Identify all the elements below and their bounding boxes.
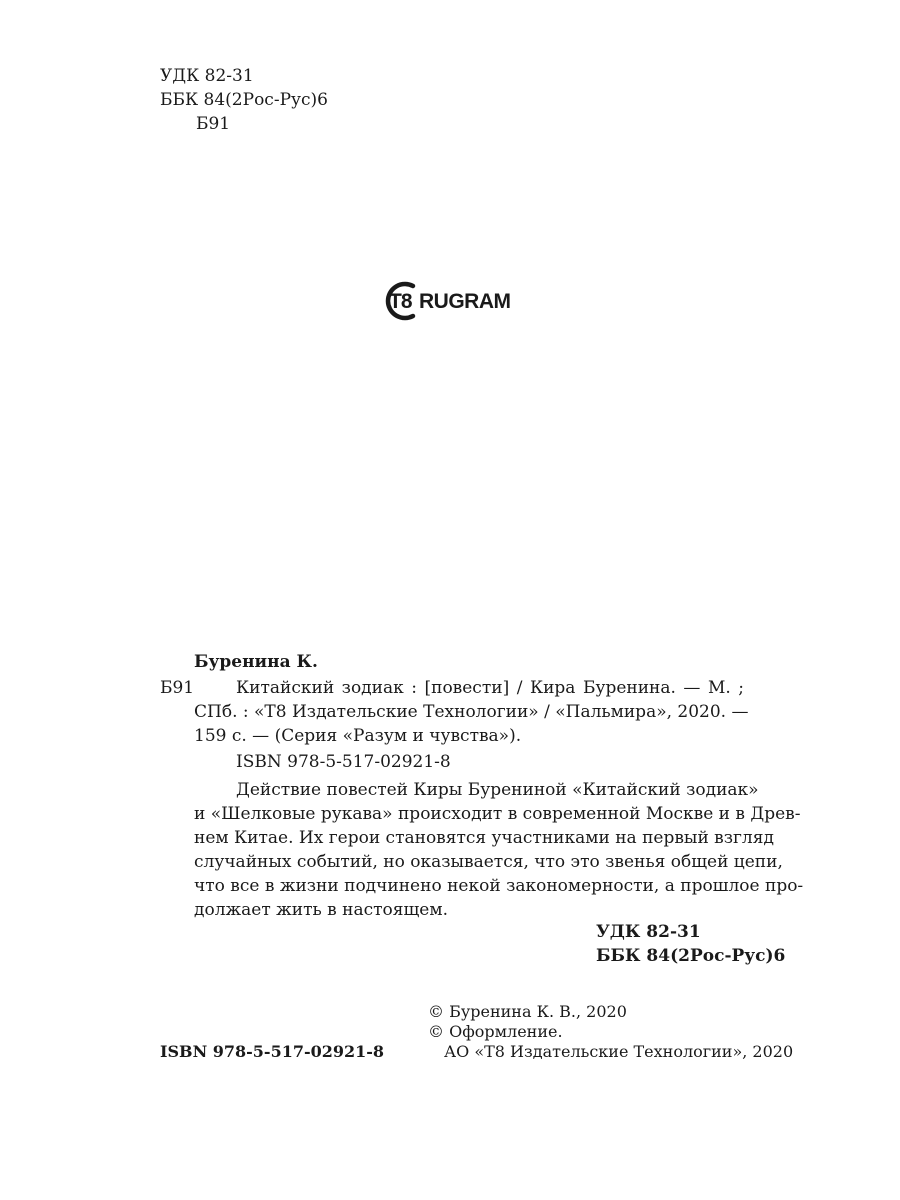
annotation-line: случайных событий, но оказывается, что это звенья общей цепи, [194, 852, 783, 872]
catalog-line-3: 159 с. — (Серия «Разум и чувства»). [194, 726, 522, 746]
catalog-isbn: ISBN 978-5-517-02921-8 [236, 752, 451, 772]
catalog-line-1: Китайский зодиак : [повести] / Кира Буренина. — М. ; [236, 678, 744, 698]
footer-copyright-publisher: АО «Т8 Издательские Технологии», 2020 [444, 1042, 794, 1061]
classification-udk: УДК 82-31 [596, 922, 701, 942]
catalog-line-2: СПб. : «Т8 Издательские Технологии» / «Пальмира», 2020. — [194, 702, 749, 722]
logo-t8-text: T8 [389, 290, 412, 313]
publisher-logo [383, 280, 511, 322]
annotation-line: нем Китае. Их герои становятся участниками на первый взгляд [194, 828, 774, 848]
footer-copyright-design: © Оформление. [428, 1022, 563, 1041]
header-bbk: ББК 84(2Рос-Рус)6 [160, 90, 328, 110]
header-udk: УДК 82-31 [160, 66, 254, 86]
footer-isbn: ISBN 978-5-517-02921-8 [160, 1042, 385, 1061]
annotation-line: что все в жизни подчинено некой закономерности, а прошлое про- [194, 876, 804, 896]
annotation-line: Действие повестей Киры Бурениной «Китайский зодиак» [236, 780, 759, 800]
catalog-author: Буренина К. [194, 652, 318, 672]
annotation-line: должает жить в настоящем. [194, 900, 448, 920]
classification-bbk: ББК 84(2Рос-Рус)6 [596, 946, 786, 966]
logo-wordmark: RUGRAM [419, 290, 511, 313]
catalog-code: Б91 [160, 678, 195, 698]
logo-swoosh-icon [383, 280, 425, 322]
annotation-line: и «Шелковые рукава» происходит в современной Москве и в Древ- [194, 804, 801, 824]
header-code: Б91 [196, 114, 231, 134]
footer-copyright-author: © Буренина К. В., 2020 [428, 1002, 627, 1021]
